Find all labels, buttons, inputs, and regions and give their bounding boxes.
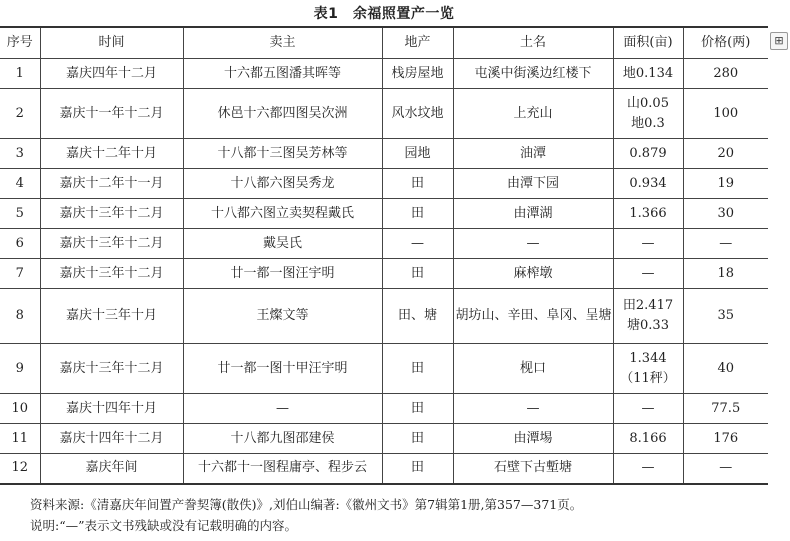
cell-time: 嘉庆四年十二月: [40, 59, 183, 89]
cell-price: —: [683, 454, 768, 484]
cell-time: 嘉庆十三年十二月: [40, 344, 183, 394]
cell-place: 由潭埸: [453, 424, 613, 454]
cell-property: —: [382, 229, 453, 259]
header-place: 土名: [453, 27, 613, 59]
cell-area: [613, 229, 683, 259]
cell-place: 油潭: [453, 139, 613, 169]
area-line: 0.879: [629, 145, 667, 161]
cell-area: [613, 424, 683, 454]
cell-seller: 十六都五图潘其晖等: [183, 59, 382, 89]
cell-price: 40: [683, 344, 768, 394]
cell-no: 2: [0, 89, 40, 139]
area-line: —: [641, 265, 655, 281]
cell-place: 上充山: [453, 89, 613, 139]
area-line: 地0.134: [622, 65, 674, 81]
cell-time: 嘉庆年间: [40, 454, 183, 484]
cell-property: 田: [382, 394, 453, 424]
table-body: [0, 59, 768, 484]
cell-price: 280: [683, 59, 768, 89]
cell-property: 田: [382, 424, 453, 454]
cell-property: 田: [382, 344, 453, 394]
source-note: 资料来源:《清嘉庆年间置产誊契簿(散佚)》,刘伯山编著:《徽州文书》第7辑第1册,第357—371页。: [30, 497, 583, 512]
cell-property: 田: [382, 454, 453, 484]
cell-property: 栈房屋地: [382, 59, 453, 89]
header-seller: 卖主: [183, 27, 382, 59]
cell-price: 19: [683, 169, 768, 199]
cell-place: —: [453, 394, 613, 424]
cell-time: 嘉庆十二年十一月: [40, 169, 183, 199]
table-row: [0, 259, 768, 289]
cell-place: 由潭湖: [453, 199, 613, 229]
table-row: [0, 289, 768, 344]
area-line: 1.344: [629, 350, 667, 366]
cell-property: 田: [382, 199, 453, 229]
cell-seller: 戴吴氏: [183, 229, 382, 259]
area-line: —: [641, 235, 655, 251]
cell-price: 35: [683, 289, 768, 344]
table-row: [0, 199, 768, 229]
area-line: 田2.417: [622, 298, 674, 313]
cell-seller: 十八都六图吴秀龙: [183, 169, 382, 199]
cell-no: 4: [0, 169, 40, 199]
area-line: 8.166: [629, 430, 667, 446]
table-notes: [30, 494, 582, 536]
cell-property: 园地: [382, 139, 453, 169]
cell-no: 1: [0, 59, 40, 89]
cell-price: 18: [683, 259, 768, 289]
cell-place: 麻榨墩: [453, 259, 613, 289]
table-row: [0, 454, 768, 484]
table-row: [0, 394, 768, 424]
cell-no: 6: [0, 229, 40, 259]
cell-price: —: [683, 229, 768, 259]
table-title: 表1 余福照置产一览: [313, 6, 455, 22]
cell-no: 11: [0, 424, 40, 454]
cell-price: 20: [683, 139, 768, 169]
cell-seller: 十八都九图邵建侯: [183, 424, 382, 454]
cell-time: 嘉庆十三年十二月: [40, 229, 183, 259]
table-header-row: [0, 27, 768, 59]
cell-place: —: [453, 229, 613, 259]
cell-property: 田、塘: [382, 289, 453, 344]
cell-place: 枧口: [453, 344, 613, 394]
table-row: [0, 229, 768, 259]
table-row: [0, 424, 768, 454]
cell-no: 9: [0, 344, 40, 394]
cell-seller: 休邑十六都四图吴次洲: [183, 89, 382, 139]
cell-place: 石壁下古塹塘: [453, 454, 613, 484]
cell-no: 12: [0, 454, 40, 484]
header-price: 价格(两): [683, 27, 768, 59]
header-area: 面积(亩): [613, 27, 683, 59]
cell-time: 嘉庆十三年十二月: [40, 199, 183, 229]
cell-time: 嘉庆十四年十二月: [40, 424, 183, 454]
property-table: [0, 26, 768, 485]
area-line: 地0.3: [631, 115, 665, 131]
area-line: 山0.05: [627, 95, 669, 111]
cell-time: 嘉庆十三年十二月: [40, 259, 183, 289]
area-line: （11秤）: [620, 370, 676, 386]
area-line: —: [641, 460, 655, 476]
cell-no: 10: [0, 394, 40, 424]
cell-property: 风水坟地: [382, 89, 453, 139]
cell-no: 3: [0, 139, 40, 169]
cell-seller: 十六都十一图程庸亭、程步云: [183, 454, 382, 484]
cell-area: [613, 169, 683, 199]
cell-price: 176: [683, 424, 768, 454]
cell-area: [613, 289, 683, 344]
cell-area: [613, 139, 683, 169]
cell-time: 嘉庆十三年十月: [40, 289, 183, 344]
header-time: 时间: [40, 27, 183, 59]
cell-seller: 十八都十三图吴芳林等: [183, 139, 382, 169]
table-row: [0, 89, 768, 139]
cell-time: 嘉庆十二年十月: [40, 139, 183, 169]
cell-area: [613, 199, 683, 229]
cell-price: 77.5: [683, 394, 768, 424]
area-line: —: [641, 400, 655, 416]
table-row: [0, 169, 768, 199]
cell-area: [613, 454, 683, 484]
cell-price: 100: [683, 89, 768, 139]
table-expand-icon[interactable]: ⊞: [770, 32, 788, 50]
cell-property: 田: [382, 259, 453, 289]
area-line: 塘0.33: [627, 318, 669, 333]
cell-price: 30: [683, 199, 768, 229]
cell-area: [613, 394, 683, 424]
cell-area: [613, 259, 683, 289]
cell-seller: 廿一都一图汪宇明: [183, 259, 382, 289]
cell-seller: 廿一都一图十甲汪宇明: [183, 344, 382, 394]
cell-area: [613, 344, 683, 394]
cell-no: 7: [0, 259, 40, 289]
cell-place: 胡坊山、辛田、阜冈、呈塘: [453, 289, 613, 344]
area-line: 0.934: [629, 175, 667, 191]
cell-property: 田: [382, 169, 453, 199]
cell-area: [613, 59, 683, 89]
cell-place: 屯溪中街溪边红楼下: [453, 59, 613, 89]
cell-place: 由潭下园: [453, 169, 613, 199]
header-no: 序号: [0, 27, 40, 59]
table-row: [0, 139, 768, 169]
table-row: [0, 59, 768, 89]
area-line: 1.366: [629, 205, 667, 221]
cell-no: 8: [0, 289, 40, 344]
cell-seller: 王燦文等: [183, 289, 382, 344]
cell-no: 5: [0, 199, 40, 229]
cell-seller: —: [183, 394, 382, 424]
cell-time: 嘉庆十一年十二月: [40, 89, 183, 139]
header-property: 地产: [382, 27, 453, 59]
cell-area: [613, 89, 683, 139]
table-row: [0, 344, 768, 394]
explanation-note: 说明:“—”表示文书残缺或没有记载明确的内容。: [30, 518, 297, 533]
cell-time: 嘉庆十四年十月: [40, 394, 183, 424]
cell-seller: 十八都六图立卖契程戴氏: [183, 199, 382, 229]
